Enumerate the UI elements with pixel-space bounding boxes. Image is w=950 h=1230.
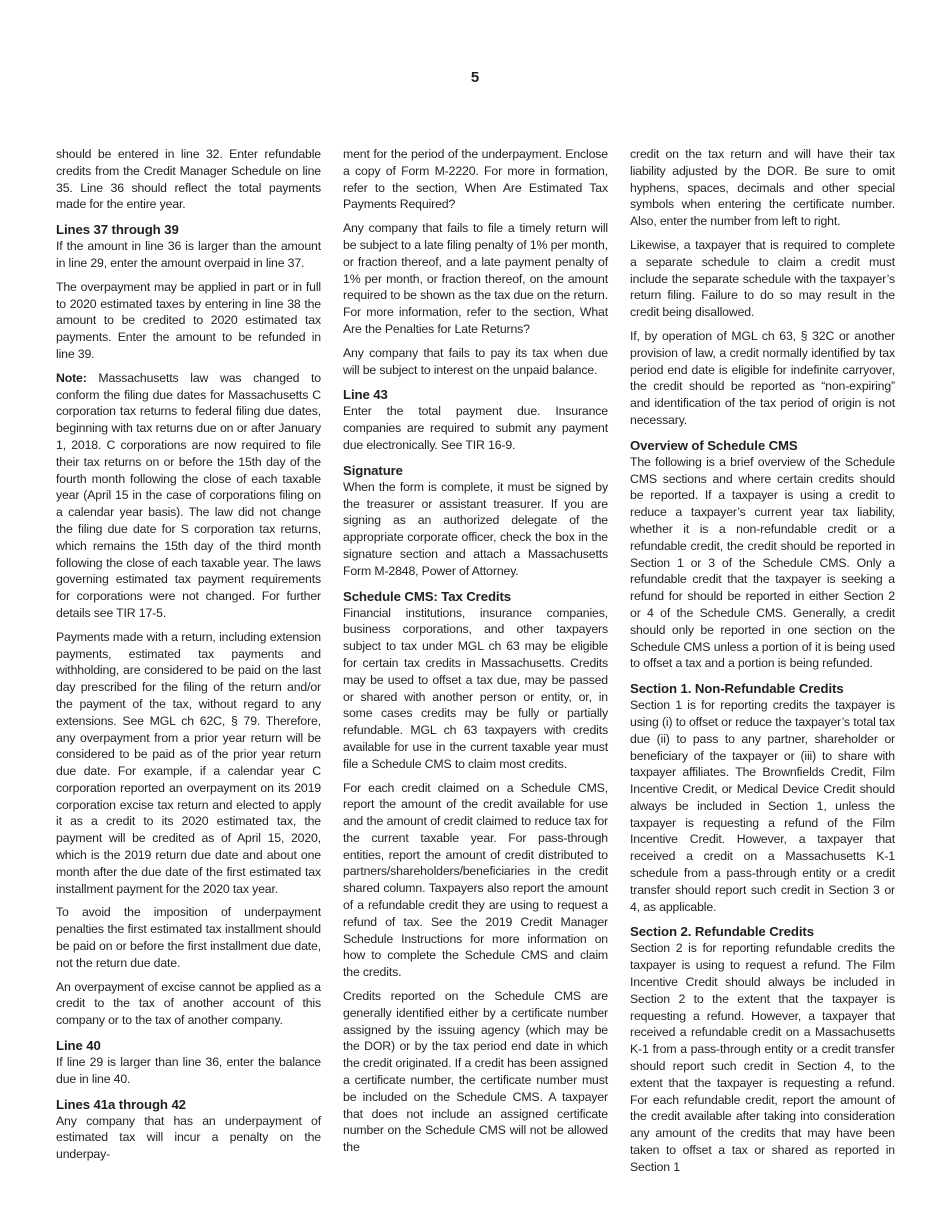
paragraph-note (56, 370, 321, 622)
paragraph-line-40: If line 29 is larger than line 36, enter the balance due in line 40. (56, 1055, 321, 1086)
column-middle (343, 146, 608, 1163)
paragraph-late-payment: Any company that fails to pay its tax when due will be subject to interest on the unpaid balance. (343, 345, 608, 377)
column-right (630, 146, 895, 1183)
heading-lines-37-39: Lines 37 through 39 (56, 222, 179, 238)
heading-lines-41a-42: Lines 41a through 42 (56, 1096, 186, 1112)
paragraph-late-filing: Any company that fails to file a timely return will be subject to a late filing penalty of 1% per month, or fraction thereof, and a late payment penalty of 1% per month, or fraction thereof, on the amount required to be shown as the tax due on the return. For more information, refer to the section, What Are the Penalties for Late Returns? (343, 221, 608, 336)
heading-schedule-cms: Schedule CMS: Tax Credits (343, 588, 511, 604)
paragraph-intro: should be entered in line 32. Enter refundable credits from the Credit Manager Schedule on line 35. Line 36 should reflect the total payments made for the entire year. (56, 147, 321, 212)
paragraph-overpayment-excise: An overpayment of excise cannot be applied as a credit to the tax of another account of this company or to the tax of another company. (56, 979, 321, 1028)
paragraph-section-2: Section 2 is for reporting refundable credits the taxpayer is using to request a refund. The Film Incentive Credit should always be included in Section 2 to the extent that the taxpayer is requesting a refund. However, a taxpayer that received a refundable credit on a Massachusetts K-1 from a pass-through entity or a credit transfer should report such credit in Section 4, to the extent that the taxpayer is requesting a refund. For each refundable credit, report the amount of the credit available after taking into consideration any amount of the credits that may have been taken to offset a tax or shared as reported in Section 1 (630, 941, 895, 1174)
paragraph-schedule-cms-a: Financial institutions, insurance companies, business corporations, and other taxpayers subject to tax under MGL ch 63 may be eligible for certain tax credits in Massachusetts. Credits may be used to offset a tax due, may be passed or shared with another person or entity, or, in some cases credits may be fully or partially refundable. MGL ch 63 taxpayers with credits available for use in the current taxable year must file a Schedule CMS to claim most credits. (343, 605, 608, 771)
paragraph-certificate-cont: credit on the tax return and will have their tax liability adjusted by the DOR. Be sure to omit hyphens, spaces, decimals and other special symbols when entering the certificate number. Also, enter the number from left to right. (630, 147, 895, 229)
page-number: 5 (470, 69, 480, 86)
heading-section-1: Section 1. Non-Refundable Credits (630, 681, 844, 697)
paragraph-separate-schedule: Likewise, a taxpayer that is required to complete a separate schedule to claim a credit must include the separate schedule with the taxpayer’s return filing. Failure to do so may result in the credit being disallowed. (630, 237, 895, 320)
paragraph-overview-cms: The following is a brief overview of the Schedule CMS sections and where certain credits should be reported. If a taxpayer is using a credit to reduce a taxpayer’s current year tax liability, whether it is a non-refundable credit or a refundable credit, the credit should be reported in Section 1 or 3 of the Schedule CMS. Only a refundable credit that the taxpayer is seeking a refund for should be reported in either Section 2 or 4 of the Schedule CMS. Generally, a credit should only be reported in one section on the Schedule CMS unless a portion of it is being used to offset a tax and a portion is being refunded. (630, 454, 895, 671)
note-label: Note: (56, 370, 87, 385)
paragraph-schedule-cms-b: For each credit claimed on a Schedule CMS, report the amount of the credit available for use and the amount of credit claimed to reduce tax for the current taxable year. For pass-through entities, report the amount of credit distributed to partners/shareholders/beneficiaries in the credit shared column. Taxpayers also report the amount of a refundable credit they are using to request a refund of tax. See the 2019 Credit Manager Schedule Instructions for more information on how to complete the Schedule CMS and claim the credits. (343, 780, 608, 980)
paragraph-lines-37-39-b: The overpayment may be applied in part or in full to 2020 estimated taxes by entering in line 38 the amount to be credited to 2020 estimated tax payments. Enter the amount to be refunded in line 39. (56, 279, 321, 361)
paragraph-section-1: Section 1 is for reporting credits the taxpayer is using (i) to offset or reduce the taxpayer’s total tax due (ii) to pass to any partner, shareholder or beneficiary of the taxpayer or (iii) to share with taxpayer affiliates. The Brownfields Credit, Film Incentive Credit, or Medical Device Credit should always be included in Section 1, unless the taxpayer is requesting a refund of the Film Incentive Credit. However, a taxpayer that received a credit on a Massachusetts K-1 schedule from a pass-through entity or a credit transfer should report such credit in Section 3 or 4, as applicable. (630, 698, 895, 914)
paragraph-lines-41a-42: Any company that has an underpayment of estimated tax will incur a penalty on the underpay- (56, 1113, 321, 1162)
note-text: Massachusetts law was changed to conform the filing due dates for Massachusetts C corporation tax returns to federal filing due dates, beginning with tax returns due on or after January 1, 2018. C corporations are now required to file their tax returns on or before the 15th day of the fourth month following the close of each taxable year (April 15 in the case of corporations filing on a calendar year basis). The law did not change the filing due date for S corporation tax returns, which remains the 15th day of the third month following the close of each taxable year. The laws governing estimated tax payment requirements for corporations were not changed. For further details see TIR 17-5. (56, 370, 321, 620)
paragraph-signature: When the form is complete, it must be signed by the treasurer or assistant treasurer. If you are signing as an authorized delegate of the appropriate corporate officer, check the box in the signature section and attach a Massachusetts Form M-2848, Power of Attorney. (343, 479, 608, 578)
paragraph-schedule-cms-c: Credits reported on the Schedule CMS are generally identified either by a certificate number assigned by the issuing agency (which may be the DOR) or by the tax period end date in which the credit originated. If a credit has been assigned a certificate number, the certificate number must be included on the Schedule CMS. A taxpayer that does not include an assigned certificate number on the Schedule CMS will not be allowed the (343, 989, 608, 1155)
heading-overview-cms: Overview of Schedule CMS (630, 437, 798, 453)
heading-signature: Signature (343, 462, 403, 478)
heading-line-43: Line 43 (343, 387, 388, 403)
paragraph-avoid-penalties: To avoid the imposition of underpayment penalties the first estimated tax installment should be paid on or before the first installment due date, not the return due date. (56, 905, 321, 970)
paragraph-line-43: Enter the total payment due. Insurance companies are required to submit any payment due electronically. See TIR 16-9. (343, 404, 608, 452)
heading-line-40: Line 40 (56, 1038, 101, 1054)
paragraph-underpayment-cont: ment for the period of the underpayment. Enclose a copy of Form M-2220. For more in formation, refer to the section, When Are Estimated Tax Payments Required? (343, 147, 608, 212)
paragraph-carryover: If, by operation of MGL ch 63, § 32C or another provision of law, a credit normally identified by tax period end date is eligible for indefinite carryover, the credit should be reported as “non-expiring” and identification of the tax period of origin is not necessary. (630, 328, 895, 427)
column-left (56, 146, 321, 1170)
paragraph-payments: Payments made with a return, including extension payments, estimated tax payments and withholding, are considered to be paid on the last day prescribed for the filing of the return and/or the payment of the tax, without regard to any extensions. See MGL ch 62C, § 79. Therefore, any overpayment from a prior year return will be considered to be paid as of the prior year return due date. For example, if a calendar year C corporation reported an overpayment on its 2019 corporation excise tax return and elected to apply it as a credit to its 2020 estimated tax, the payment will be credited as of April 15, 2020, which is the 2019 return due date and about one month after the due date of the first estimated tax installment payment for the 2020 tax year. (56, 629, 321, 896)
heading-section-2: Section 2. Refundable Credits (630, 924, 814, 940)
paragraph-lines-37-39-a: If the amount in line 36 is larger than the amount in line 29, enter the amount overpaid in line 37. (56, 239, 321, 270)
